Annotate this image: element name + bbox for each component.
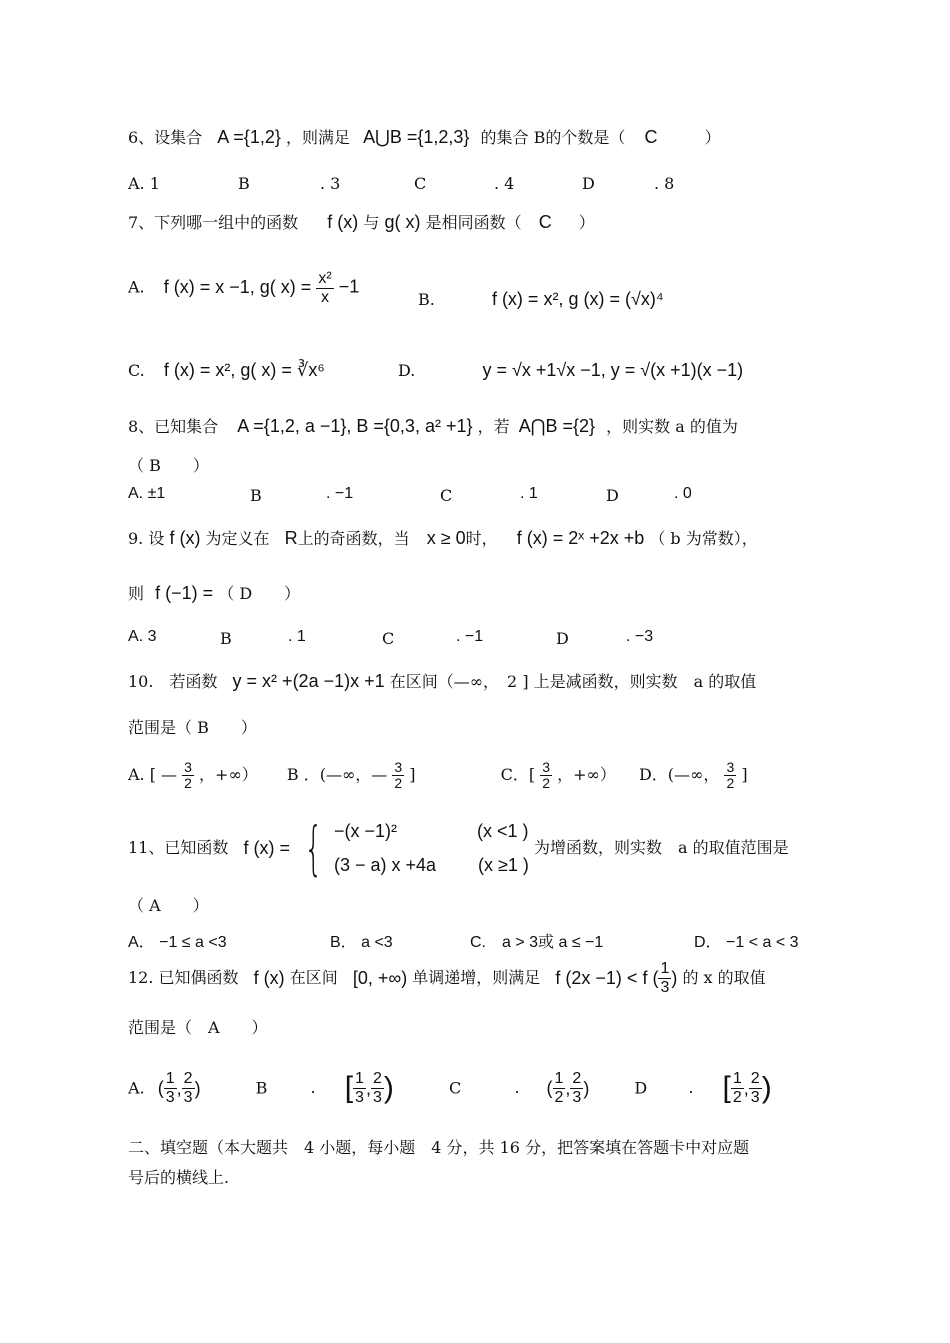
q12-answer: 范围是（ A ）	[128, 1018, 268, 1037]
q10-option-a: A. [ — $\frac{3}{2}$ ，+∞）	[128, 759, 258, 792]
q10-stem: 10. 若函数 y = x² +(2a −1)x +1 在区间（—∞， 2 ] 上是减函数，则实数 a 的取值	[128, 671, 757, 691]
q9-answer: 则 f (−1) = （ D ）	[128, 583, 301, 603]
q7-stem: 7、下列哪一组中的函数 f (x) 与 g( x) 是相同函数（ C ）	[128, 212, 595, 232]
q10-option-b: B ．(—∞，— $\frac{3}{2}$ ]	[286, 759, 416, 792]
q11-answer: （ A ）	[128, 896, 209, 915]
q6-answer: C	[644, 127, 658, 147]
q11-piecewise: { −(x −1)² (x <1 ) (3 − a) x +4a (x ≥1 )	[304, 814, 529, 882]
q12-option-d: D . [ $\frac{1}{2}$ , $\frac{2}{3}$ )	[634, 1070, 772, 1106]
q10-options	[128, 760, 748, 792]
section2-heading-cont: 号后的横线上.	[128, 1168, 230, 1187]
q10-option-d: D．(—∞， $\frac{3}{2}$ ]	[638, 759, 748, 792]
q7-option-a: A. f (x) = x −1, g( x) = $\frac{\text{x²}}{x}$ −1	[128, 270, 360, 306]
left-brace-icon: {	[304, 814, 323, 882]
q10-answer: 范围是（ B ）	[128, 718, 257, 737]
q8-stem: 8、已知集合 A ={1,2, a −1}, B ={0,3, a² +1} ，若 A⋂B ={2} ，则实数 a 的值为	[128, 416, 738, 436]
q12-option-a: A. ( $\frac{1}{3}$ , $\frac{2}{3}$ )	[128, 1070, 201, 1106]
q7-option-a-fraction: $\frac{\text{x²}}{x}$	[318, 270, 332, 306]
q12-options	[128, 1070, 772, 1106]
q10-option-c: C．[ $\frac{3}{2}$ ，+∞）	[500, 759, 616, 792]
q7-option-c: C. f (x) = x², g( x) = ∛x⁶	[128, 360, 325, 380]
q12-option-c: C . ( $\frac{1}{2}$ , $\frac{2}{3}$ )	[448, 1070, 590, 1106]
q7-option-d: D. y = √x +1√x −1, y = √(x +1)(x −1)	[398, 360, 744, 380]
q6-stem: 6、设集合 A ={1,2} ，则满足 A⋃B ={1,2,3} 的集合 B的个数是（ C ）	[128, 127, 721, 147]
q9-stem: 9. 设 f (x) 为定义在 R上的奇函数，当 x ≥ 0时， f (x) = 2ˣ +2x +b （ b 为常数），	[128, 528, 758, 548]
q7-answer: C	[538, 212, 552, 232]
q8-answer: （ B ）	[128, 456, 209, 475]
section2-heading: 二、填空题（本大题共 4 小题，每小题 4 分，共 16 分，把答案填在答题卡中对应题	[128, 1138, 750, 1157]
q7-option-b: B. f (x) = x², g (x) = (√x)⁴	[418, 289, 664, 309]
q11-stem: 11、已知函数 f (x) = { −(x −1)² (x <1 ) (3 − a) x +4a (x ≥1 ) 为增函数，则实数 a 的取值范围是	[128, 814, 789, 882]
q12-stem: 12. 已知偶函数 f (x) 在区间 [0, +∞) 单调递增，则满足 f (2x −1) < f ( $\frac{1}{3}$ ) 的 x 的取值	[128, 960, 766, 996]
q12-option-b: B . [ $\frac{1}{3}$ , $\frac{2}{3}$ )	[255, 1070, 394, 1106]
